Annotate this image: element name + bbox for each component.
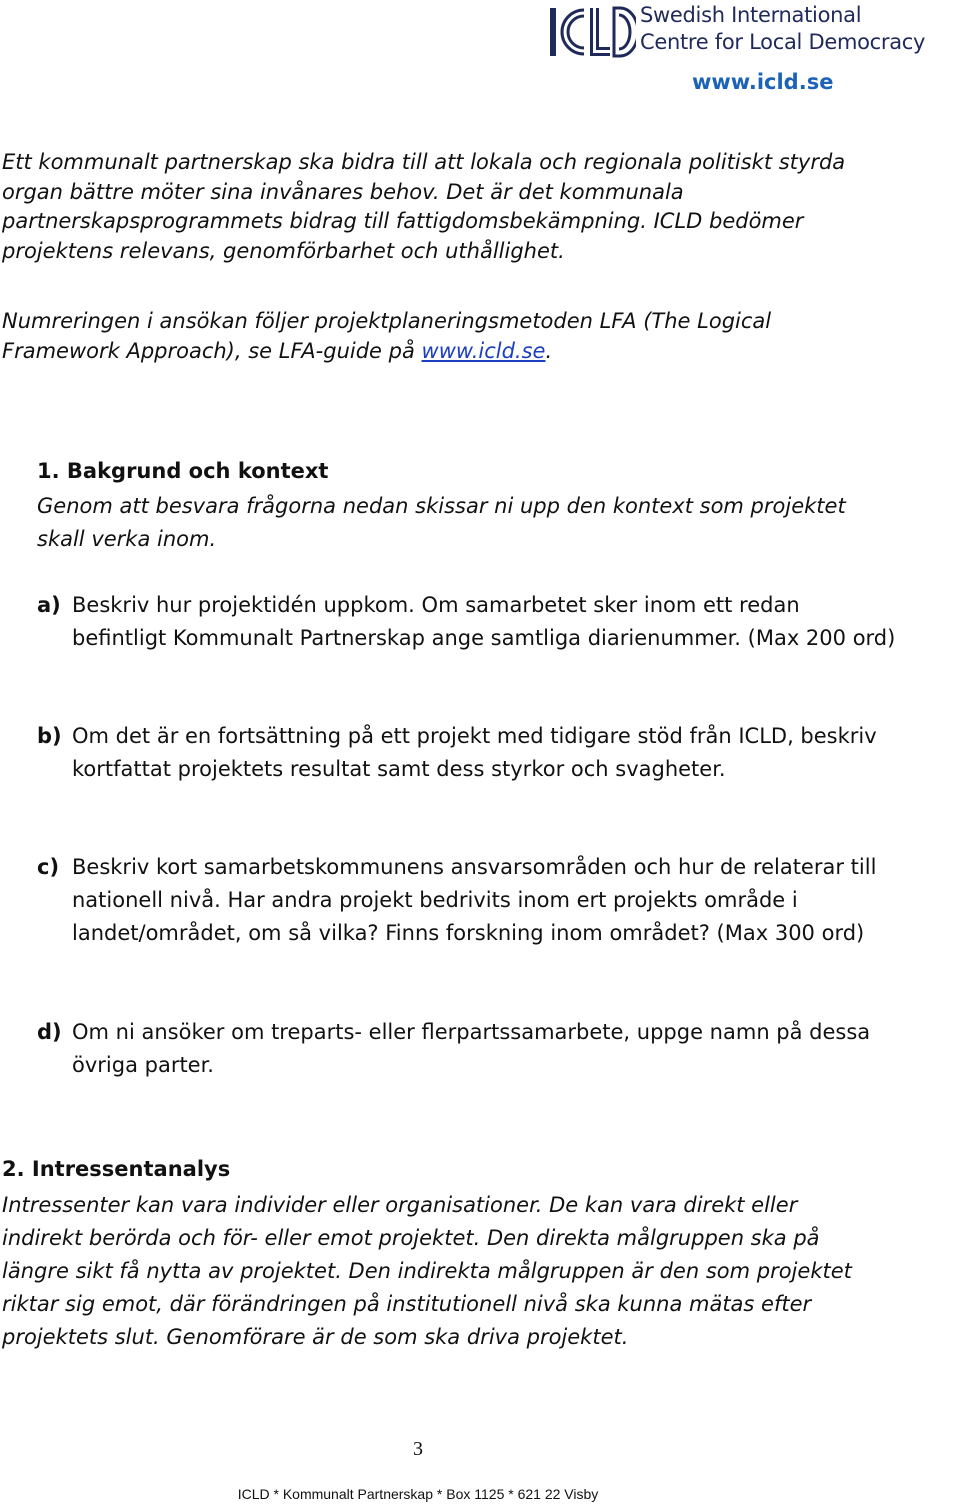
- question-label: c): [37, 855, 60, 879]
- question-a: [37, 589, 897, 655]
- section2-body: Intressenter kan vara individer eller organisationer. De kan vara direkt eller indirekt berörda och för- eller emot projektet. Den direkta målgruppen ska på längre sikt få nytta av projektet. Den indirekta målgruppen är den som projektet riktar sig emot, där förändringen på institutionell nivå ska kunna mätas efter projektets slut. Genomförare är de som ska driva projektet.: [2, 1193, 852, 1349]
- question-text: Beskriv hur projektidén uppkom. Om samarbetet sker inom ett redan befintligt Kommunalt Partnerskap ange samtliga diarienummer. (Max 200 ord): [72, 593, 896, 650]
- page-footer: ICLD * Kommunalt Partnerskap * Box 1125 * 621 22 Visby: [237, 1486, 599, 1502]
- icld-logo: [550, 6, 636, 60]
- question-label: d): [37, 1020, 62, 1044]
- lfa-paragraph-text: Numreringen i ansökan följer projektplaneringsmetoden LFA (The Logical Framework Approach), se LFA-guide på: [2, 309, 772, 363]
- question-label: a): [37, 593, 61, 617]
- lfa-paragraph-end: .: [545, 338, 553, 363]
- question-c: [37, 851, 897, 950]
- org-name-line2: Centre for Local Democracy: [640, 30, 926, 54]
- icld-link[interactable]: www.icld.se: [421, 338, 546, 363]
- page-header: [500, 0, 960, 100]
- page-number: 3: [413, 1438, 423, 1460]
- question-text: Om ni ansöker om treparts- eller flerpartssamarbete, uppge namn på dessa övriga parter.: [72, 1020, 871, 1077]
- question-text: Om det är en fortsättning på ett projekt med tidigare stöd från ICLD, beskriv kortfattat projektets resultat samt dess styrkor och svagheter.: [72, 724, 877, 781]
- question-b: [37, 720, 897, 786]
- lfa-paragraph: [2, 307, 862, 366]
- section2-heading: 2. Intressentanalys: [2, 1157, 231, 1181]
- question-text: Beskriv kort samarbetskommunens ansvarsområden och hur de relaterar till nationell nivå. Har andra projekt bedrivits inom ert projekts område i landet/området, om så vilka? Finns forskning inom området? (Max 300 ord): [72, 855, 877, 945]
- intro-paragraph: Ett kommunalt partnerskap ska bidra till att lokala och regionala politiskt styrda organ bättre möter sina invånares behov. Det är det kommunala partnerskapsprogrammets bidrag till fattigdomsbekämpning. ICLD bedömer projektens relevans, genomförbarhet och uthållighet.: [2, 150, 846, 263]
- org-name-line1: Swedish International: [640, 3, 862, 27]
- section1-subtitle: Genom att besvara frågorna nedan skissar ni upp den kontext som projektet skall verka inom.: [37, 494, 846, 551]
- question-label: b): [37, 724, 62, 748]
- section1-heading: 1. Bakgrund och kontext: [37, 459, 329, 483]
- question-d: [37, 1016, 897, 1082]
- header-url[interactable]: www.icld.se: [692, 70, 834, 94]
